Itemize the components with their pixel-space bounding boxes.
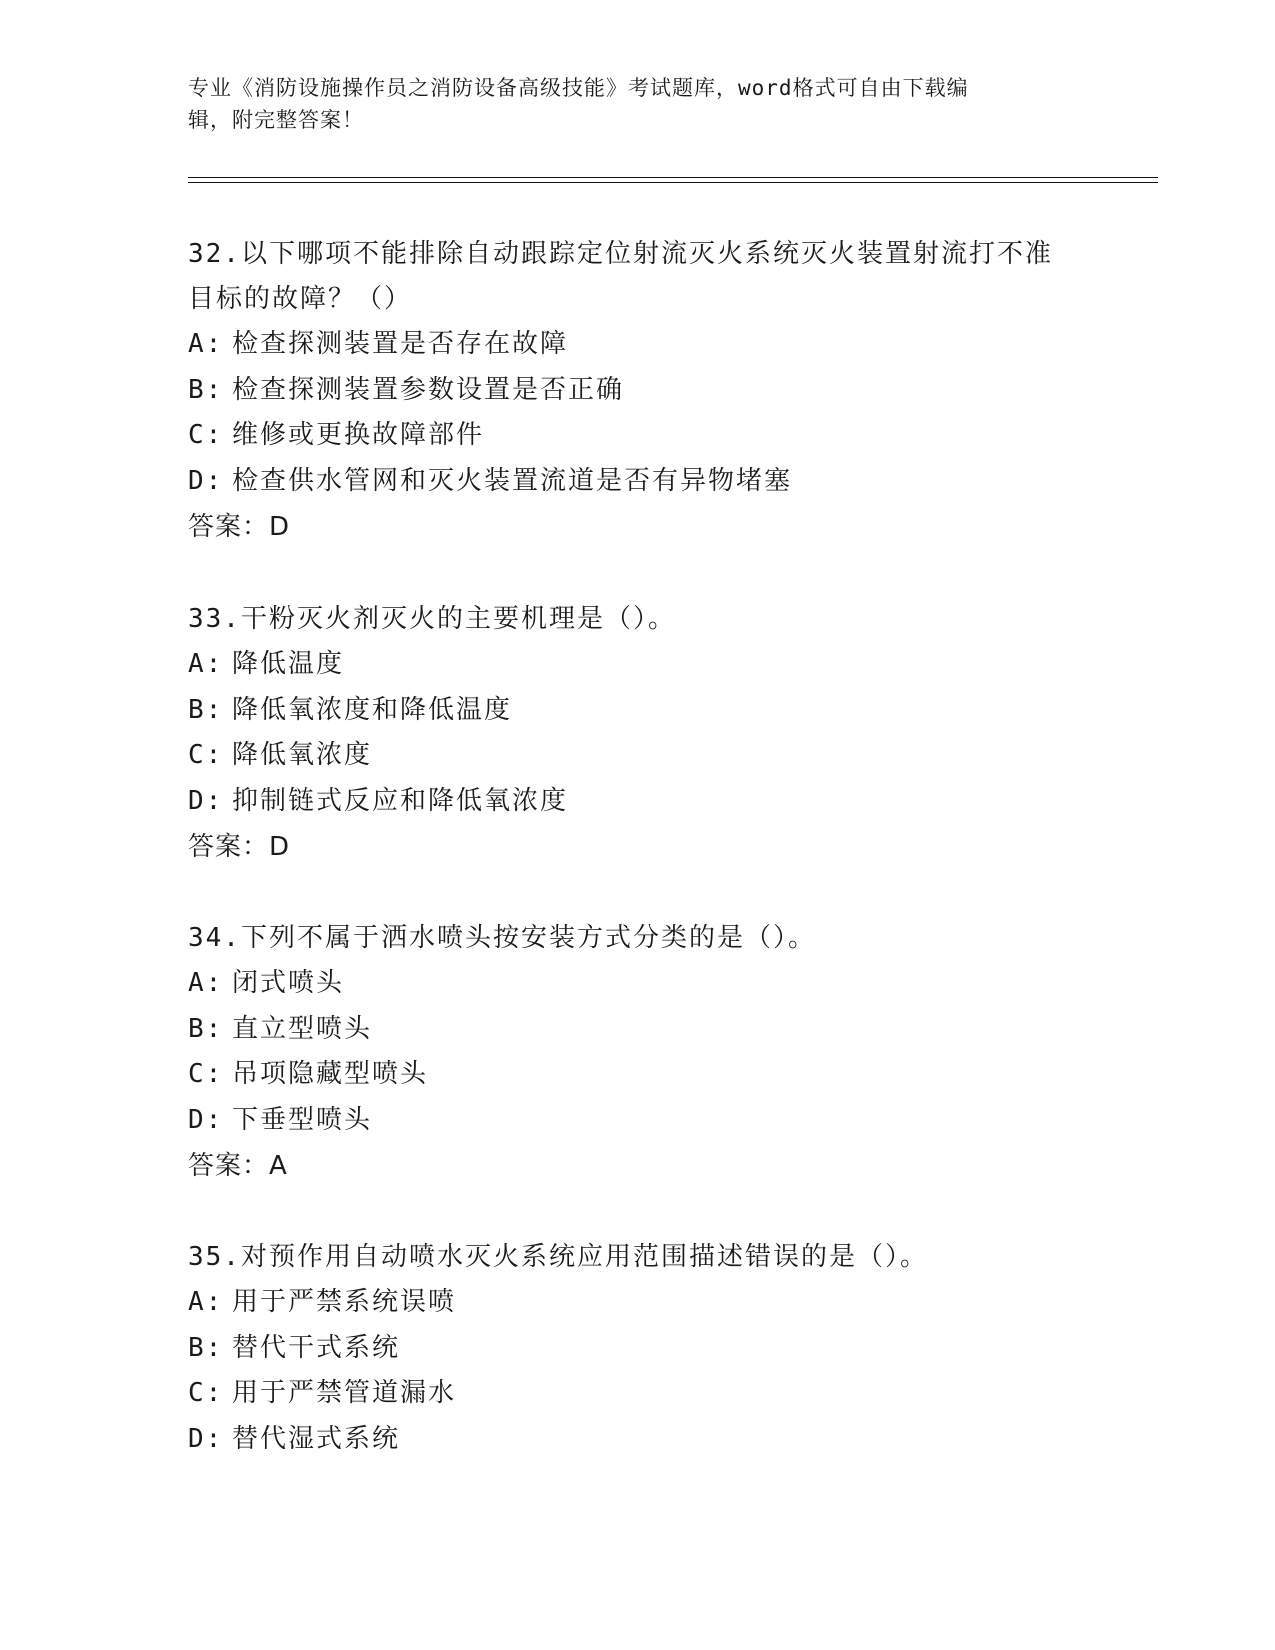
question-33 [188, 597, 1088, 870]
option-text: 降低温度 [232, 649, 345, 679]
answer-label: 答案：D [188, 512, 291, 542]
question-stem-line-1: 32.以下哪项不能排除自动跟踪定位射流灭火系统灭火装置射流打不准 [188, 239, 1053, 269]
option-key: B: [188, 1332, 224, 1363]
option-text: 用于严禁管道漏水 [232, 1378, 457, 1408]
answer-label: 答案：D [188, 832, 291, 862]
option-text: 检查探测装置是否存在故障 [232, 329, 569, 359]
option-d [188, 1417, 1088, 1463]
option-text: 闭式喷头 [232, 968, 345, 998]
option-key: B: [188, 374, 224, 405]
option-d [188, 1098, 1088, 1144]
question-32 [188, 232, 1088, 550]
option-key: A: [188, 329, 224, 359]
header-line-2: 辑，附完整答案！ [188, 108, 364, 132]
option-key: A: [188, 968, 224, 998]
option-a [188, 961, 1088, 1007]
option-text: 维修或更换故障部件 [232, 420, 485, 450]
option-text: 用于严禁系统误喷 [232, 1287, 457, 1317]
option-c [188, 733, 1088, 779]
option-text: 降低氧浓度 [232, 740, 373, 770]
option-text: 替代干式系统 [232, 1332, 401, 1363]
option-key: D: [188, 785, 224, 816]
option-d [188, 779, 1088, 825]
option-b [188, 1007, 1088, 1053]
header-divider-top [188, 177, 1158, 178]
option-a [188, 1280, 1088, 1326]
option-a [188, 642, 1088, 688]
option-text: 降低氧浓度和降低温度 [232, 694, 513, 725]
option-key: B: [188, 1013, 224, 1044]
option-key: A: [188, 649, 224, 679]
option-c [188, 413, 1088, 459]
option-key: D: [188, 1423, 224, 1454]
option-text: 直立型喷头 [232, 1013, 373, 1044]
option-text: 下垂型喷头 [232, 1104, 373, 1135]
option-key: C: [188, 420, 224, 450]
option-text: 吊项隐藏型喷头 [232, 1059, 429, 1089]
option-a [188, 322, 1088, 368]
option-key: C: [188, 740, 224, 770]
option-d [188, 459, 1088, 505]
question-stem-line-2: 目标的故障？（） [188, 284, 413, 314]
option-b [188, 368, 1088, 414]
option-text: 检查探测装置参数设置是否正确 [232, 374, 625, 405]
option-text: 抑制链式反应和降低氧浓度 [232, 785, 569, 816]
answer-label: 答案：A [188, 1151, 288, 1181]
question-34 [188, 916, 1088, 1189]
option-key: C: [188, 1059, 224, 1089]
question-stem-line-1: 35.对预作用自动喷水灭火系统应用范围描述错误的是（）。 [188, 1242, 928, 1272]
option-b [188, 1326, 1088, 1372]
question-stem-line-1: 33.干粉灭火剂灭火的主要机理是（）。 [188, 604, 676, 634]
header-line-1: 专业《消防设施操作员之消防设备高级技能》考试题库，word格式可自由下载编 [188, 76, 969, 100]
option-c [188, 1371, 1088, 1417]
option-c [188, 1052, 1088, 1098]
option-b [188, 688, 1088, 734]
option-key: B: [188, 694, 224, 725]
option-key: A: [188, 1287, 224, 1317]
option-key: D: [188, 465, 224, 496]
option-key: C: [188, 1378, 224, 1408]
document-header [188, 72, 1088, 136]
question-stem-line-1: 34.下列不属于洒水喷头按安装方式分类的是（）。 [188, 923, 816, 953]
option-text: 检查供水管网和灭火装置流道是否有异物堵塞 [232, 465, 793, 496]
header-divider-bottom [188, 182, 1158, 183]
option-text: 替代湿式系统 [232, 1423, 401, 1454]
option-key: D: [188, 1104, 224, 1135]
question-35 [188, 1235, 1088, 1462]
